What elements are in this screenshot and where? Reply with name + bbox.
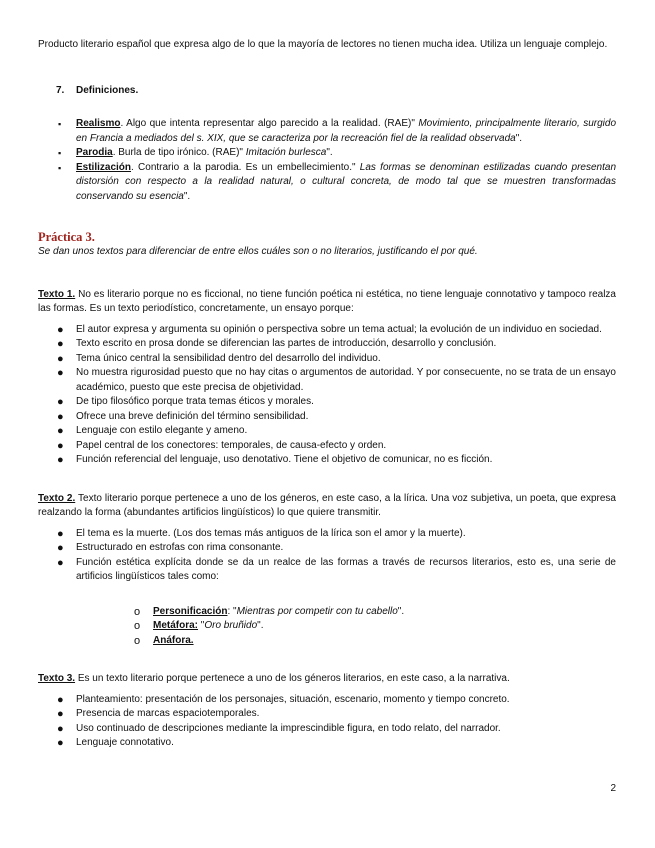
figure-item (76, 605, 616, 620)
figure-quote: Oro bruñido (204, 620, 258, 631)
dot-bullet-icon: ● (57, 396, 64, 408)
figure-sep: " (198, 620, 205, 631)
texto-2-text: Texto literario porque pertenece a uno de los géneros, en este caso, a la lírica. Una voz subjetiva, un poeta, que expresa realzando la forma (abundantes artificios lingüísticos) lo que quiere transmitir. (38, 492, 616, 518)
figure-quote: Mientras por competir con tu cabello (236, 605, 398, 617)
figure-term: Metáfora: (153, 620, 199, 631)
definition-term: Realismo (76, 118, 121, 129)
page-number: 2 (610, 783, 616, 794)
list-item (38, 707, 616, 722)
list-item (38, 323, 616, 338)
definitions-list (38, 117, 616, 204)
section-7-heading (56, 84, 616, 99)
definition-text: . Burla de tipo irónico. (RAE)" (112, 147, 246, 158)
texto-1-text: No es literario porque no es ficcional, no tiene función poética ni estética, no tiene lenguaje connotativo y tampoco realza las formas. Es un texto periodístico, concretamente, un ensayo porque: (38, 288, 616, 314)
dot-bullet-icon: ● (57, 439, 64, 452)
square-bullet-icon: ▪ (58, 162, 62, 173)
list-item (38, 556, 616, 649)
list-item-text: Presencia de marcas espaciotemporales. (76, 708, 260, 719)
circle-bullet-icon: o (134, 634, 141, 647)
figure-sep: : " (227, 605, 237, 617)
list-item-text: Ofrece una breve definición del término sensibilidad. (76, 410, 309, 422)
texto-1-paragraph (38, 288, 616, 317)
circle-bullet-icon: o (134, 605, 141, 618)
section-7-number: 7. (56, 84, 65, 96)
texto-1-label: Texto 1. (38, 288, 76, 300)
list-item (38, 453, 616, 468)
practica-heading: Práctica 3. (38, 230, 95, 244)
list-item-text: Lenguaje con estilo elegante y ameno. (76, 425, 248, 436)
list-item (38, 541, 616, 556)
dot-bullet-icon: ● (57, 542, 64, 554)
list-item (38, 337, 616, 352)
dot-bullet-icon: ● (57, 352, 64, 365)
dot-bullet-icon: ● (57, 527, 64, 540)
texto-2-list (38, 527, 616, 649)
texto-1-list (38, 323, 616, 468)
dot-bullet-icon: ● (57, 367, 64, 379)
figure-term: Anáfora. (153, 634, 194, 646)
list-item-text: El tema es la muerte. (Los dos temas más antiguos de la lírica son el amor y la muerte). (76, 527, 466, 539)
definition-quote: Movimiento, principalmente literario, surgido en Francia a mediados del s. XIX, que se caracteriza por la recreación fiel de la realidad observada (76, 118, 617, 144)
dot-bullet-icon: ● (57, 454, 64, 466)
section-7-title: Definiciones. (76, 84, 139, 96)
dot-bullet-icon: ● (57, 708, 64, 720)
intro-paragraph: Producto literario español que expresa algo de lo que la mayoría de lectores no tienen mucha idea. Utiliza un lenguaje complejo. (38, 39, 608, 50)
list-item-text: El autor expresa y argumenta su opinión o perspectiva sobre un tema actual; la evolución de un individuo en sociedad. (76, 323, 602, 335)
list-item-text: Texto escrito en prosa donde se diferencian las partes de introducción, desarrollo y conclusión. (76, 338, 497, 349)
figure-item (76, 634, 616, 649)
list-item (38, 736, 616, 751)
dot-bullet-icon: ● (57, 556, 64, 569)
list-item-text: Papel central de los conectores: temporales, de causa-efecto y orden. (76, 439, 387, 451)
dot-bullet-icon: ● (57, 693, 64, 706)
list-item-text: Planteamiento: presentación de los personajes, situación, escenario, momento y tiempo concreto. (76, 693, 510, 705)
figures-list (76, 605, 616, 649)
texto-3-paragraph (38, 672, 616, 687)
texto-2-label: Texto 2. (38, 492, 76, 504)
list-item (38, 410, 616, 425)
list-item (38, 527, 616, 542)
list-item-text: Tema único central la sensibilidad dentro del desarrollo del individuo. (76, 352, 381, 364)
dot-bullet-icon: ● (57, 410, 64, 423)
list-item-text: Lenguaje connotativo. (76, 737, 174, 748)
circle-bullet-icon: o (134, 620, 141, 632)
figure-end: ". (257, 620, 264, 631)
texto-3-label: Texto 3. (38, 673, 76, 684)
definition-quote: Las formas se denominan estilizadas cuando presentan distorsión con respecto a la realidad natural, o cultural concreta, de modo tal que se muestren transformadas conservando su esencia (76, 161, 617, 202)
definition-item (38, 161, 616, 205)
dot-bullet-icon: ● (57, 425, 64, 437)
list-item-text: Uso continuado de descripciones mediante la imprescindible figura, en todo relato, del narrador. (76, 722, 501, 734)
list-item (38, 366, 616, 395)
definition-item (38, 117, 616, 146)
square-bullet-icon: ▪ (58, 119, 62, 129)
figure-item (76, 619, 616, 634)
dot-bullet-icon: ● (57, 722, 64, 735)
dot-bullet-icon: ● (57, 338, 64, 350)
square-bullet-icon: ▪ (58, 148, 62, 158)
list-item-text: Función estética explícita donde se da un realce de las formas a través de recursos literarios, esto es, una serie de artificios lingüísticos tales como: (76, 556, 616, 582)
definition-end: ". (515, 132, 523, 144)
texto-3-list (38, 693, 616, 751)
definition-quote: Imitación burlesca (245, 147, 327, 158)
texto-2-paragraph (38, 492, 616, 521)
list-item-text: De tipo filosófico porque trata temas éticos y morales. (76, 396, 314, 407)
definition-text: . Algo que intenta representar algo parecido a la realidad. (RAE)" (120, 118, 419, 129)
texto-3-text: Es un texto literario porque pertenece a uno de los géneros literarios, en este caso, a la narrativa. (75, 673, 510, 684)
definition-text: . Contrario a la parodia. Es un embellecimiento." (131, 161, 360, 173)
document-page (38, 38, 616, 775)
list-item (38, 424, 616, 439)
list-item-text: Estructurado en estrofas con rima consonante. (76, 542, 284, 553)
list-item (38, 439, 616, 454)
definition-end: ". (326, 147, 333, 158)
definition-item (38, 146, 616, 161)
list-item (38, 395, 616, 410)
list-item (38, 693, 616, 708)
dot-bullet-icon: ● (57, 737, 64, 749)
dot-bullet-icon: ● (57, 323, 64, 336)
list-item (38, 722, 616, 737)
list-item-text: No muestra rigurosidad puesto que no hay citas o argumentos de autoridad. Y por consecuente, no se trata de un ensayo académico, puesto que este precisa de objetividad. (76, 367, 616, 393)
figure-term: Personificación (153, 605, 228, 617)
definition-term: Parodia (76, 147, 113, 158)
list-item-text: Función referencial del lenguaje, uso denotativo. Tiene el objetivo de comunicar, no es ficción. (76, 454, 493, 465)
list-item (38, 352, 616, 367)
definition-term: Estilización (76, 161, 132, 173)
practica-subtitle: Se dan unos textos para diferenciar de entre ellos cuáles son o no literarios, justificando el por qué. (38, 246, 478, 257)
figure-end: ". (397, 605, 405, 617)
definition-end: ". (183, 190, 191, 202)
